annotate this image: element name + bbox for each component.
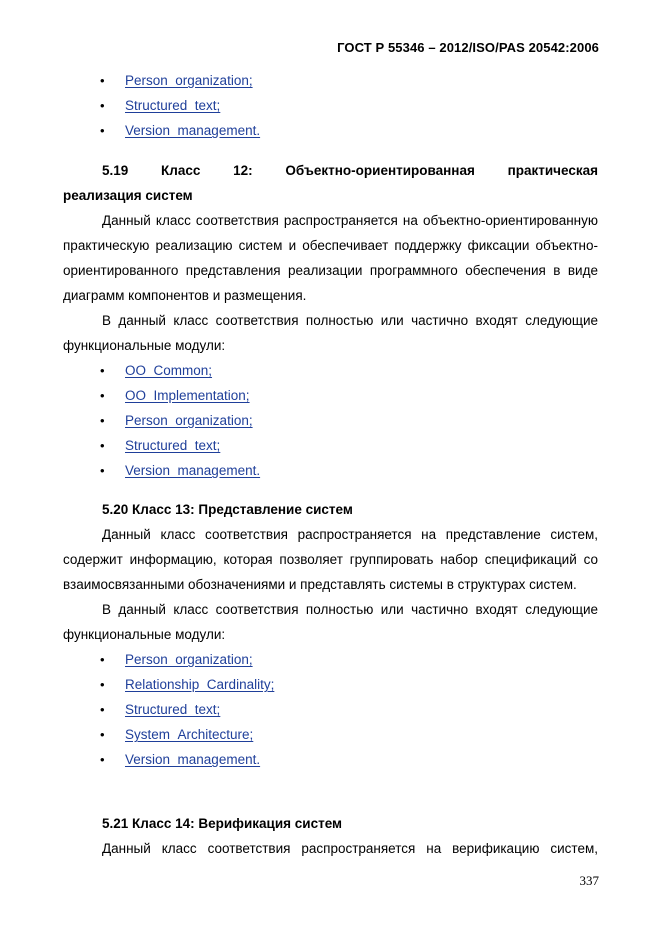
list-item <box>63 68 598 93</box>
section-5-21 <box>63 811 598 861</box>
module-link[interactable]: System_Architecture; <box>125 727 254 742</box>
bullet-icon: • <box>100 677 105 692</box>
list-item <box>63 93 598 118</box>
section-5-20 <box>63 497 598 772</box>
paragraph: В данный класс соответствия полностью или частично входят следующие функциональные модули: <box>63 602 598 642</box>
module-list <box>63 647 598 772</box>
list-item <box>63 672 598 697</box>
module-link[interactable]: Structured_text; <box>125 438 221 453</box>
module-link[interactable]: Version_management. <box>125 463 261 478</box>
module-list-top <box>63 68 598 143</box>
list-item <box>63 358 598 383</box>
list-item <box>63 118 598 143</box>
list-item <box>63 647 598 672</box>
list-item <box>63 383 598 408</box>
section-heading: 5.19 Класс 12: Объектно-ориентированная практическая <box>102 163 598 178</box>
page-number: 337 <box>579 873 599 888</box>
bullet-icon: • <box>100 413 105 428</box>
list-item <box>63 697 598 722</box>
module-link[interactable]: Person_organization; <box>125 73 253 88</box>
bullet-icon: • <box>100 98 105 113</box>
document-header: ГОСТ Р 55346 – 2012/ISO/PAS 20542:2006 <box>337 40 599 55</box>
module-link[interactable]: Relationship_Cardinality; <box>125 677 275 692</box>
paragraph: В данный класс соответствия полностью или частично входят следующие функциональные модули: <box>63 313 598 353</box>
bullet-icon: • <box>100 727 105 742</box>
module-link[interactable]: Version_management. <box>125 123 261 138</box>
list-item <box>63 722 598 747</box>
bullet-icon: • <box>100 123 105 138</box>
paragraph: Данный класс соответствия распространяется на верификацию систем, <box>102 841 598 856</box>
bullet-icon: • <box>100 73 105 88</box>
bullet-icon: • <box>100 463 105 478</box>
list-item <box>63 747 598 772</box>
list-item <box>63 458 598 483</box>
bullet-icon: • <box>100 702 105 717</box>
section-heading-cont: реализация систем <box>63 188 193 203</box>
bullet-icon: • <box>100 363 105 378</box>
paragraph: Данный класс соответствия распространяется на представление систем, содержит информацию, которая позволяет группировать набор спецификаций со взаимосвязанными обозначениями и представлять системы в структурах систем. <box>63 527 598 592</box>
list-item <box>63 433 598 458</box>
bullet-icon: • <box>100 652 105 667</box>
section-heading: 5.21 Класс 14: Верификация систем <box>102 816 343 831</box>
module-link[interactable]: Structured_text; <box>125 702 221 717</box>
module-link[interactable]: Version_management. <box>125 752 261 767</box>
module-link[interactable]: OO_Common; <box>125 363 213 378</box>
module-link[interactable]: Person_organization; <box>125 652 253 667</box>
bullet-icon: • <box>100 438 105 453</box>
paragraph: Данный класс соответствия распространяется на объектно-ориентированную практическую реализацию систем и обеспечивает поддержку фиксации объектно-ориентированного представления реализации программного обеспечения в виде диаграмм компонентов и размещения. <box>63 213 598 303</box>
list-item <box>63 408 598 433</box>
section-heading: 5.20 Класс 13: Представление систем <box>102 502 353 517</box>
section-5-19 <box>63 158 598 483</box>
bullet-icon: • <box>100 388 105 403</box>
module-link[interactable]: OO_Implementation; <box>125 388 250 403</box>
bullet-icon: • <box>100 752 105 767</box>
module-link[interactable]: Structured_text; <box>125 98 221 113</box>
module-link[interactable]: Person_organization; <box>125 413 253 428</box>
module-list <box>63 358 598 483</box>
